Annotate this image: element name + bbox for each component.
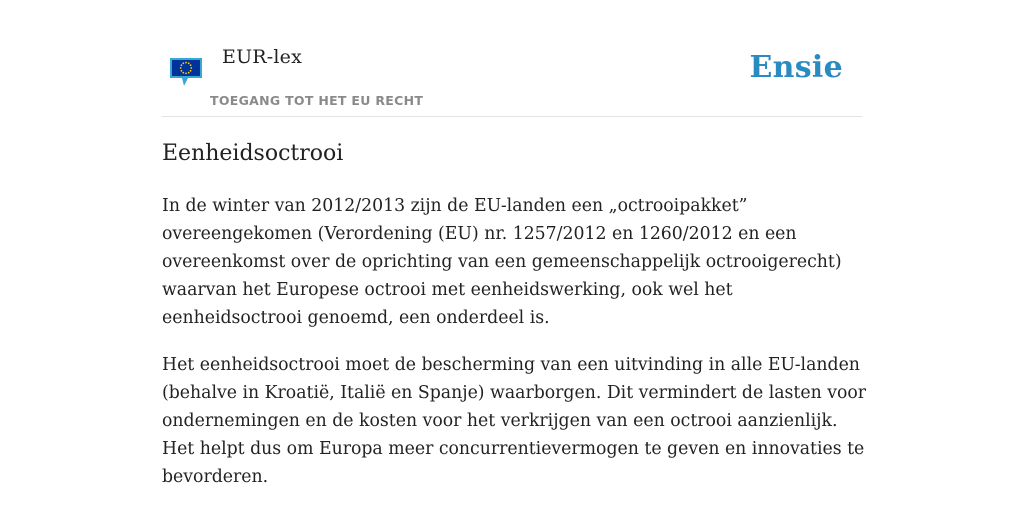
- eu-flag-logo-icon[interactable]: [168, 56, 204, 88]
- article-paragraph-2: Het eenheidsoctrooi moet de bescherming van een uitvinding in alle EU-landen (behalve in Kroatië, Italië en Spanje) waarborgen. Dit vermindert de lasten voor ondernemingen en de kosten voor het verkrijgen van een octrooi aanzienlijk. Het helpt dus om Europa meer concurrentievermogen te geven en innovaties te bevorderen.: [162, 355, 867, 487]
- article-content: [162, 138, 868, 491]
- page-title: Eenheidsoctrooi: [162, 141, 344, 166]
- site-tagline: TOEGANG TOT HET EU RECHT: [210, 93, 424, 108]
- brand-logo-link[interactable]: Ensie: [749, 50, 843, 85]
- article-paragraph-1: In de winter van 2012/2013 zijn de EU-landen een „octrooipakket” overeengekomen (Verordening (EU) nr. 1257/2012 en 1260/2012 en een overeenkomst over de oprichting van een gemeenschappelijk octrooigerecht) waarvan het Europese octrooi met eenheidswerking, ook wel het eenheidsoctrooi genoemd, een onderdeel is.: [162, 196, 842, 328]
- site-header: [162, 0, 862, 117]
- site-name[interactable]: EUR-lex: [222, 46, 303, 68]
